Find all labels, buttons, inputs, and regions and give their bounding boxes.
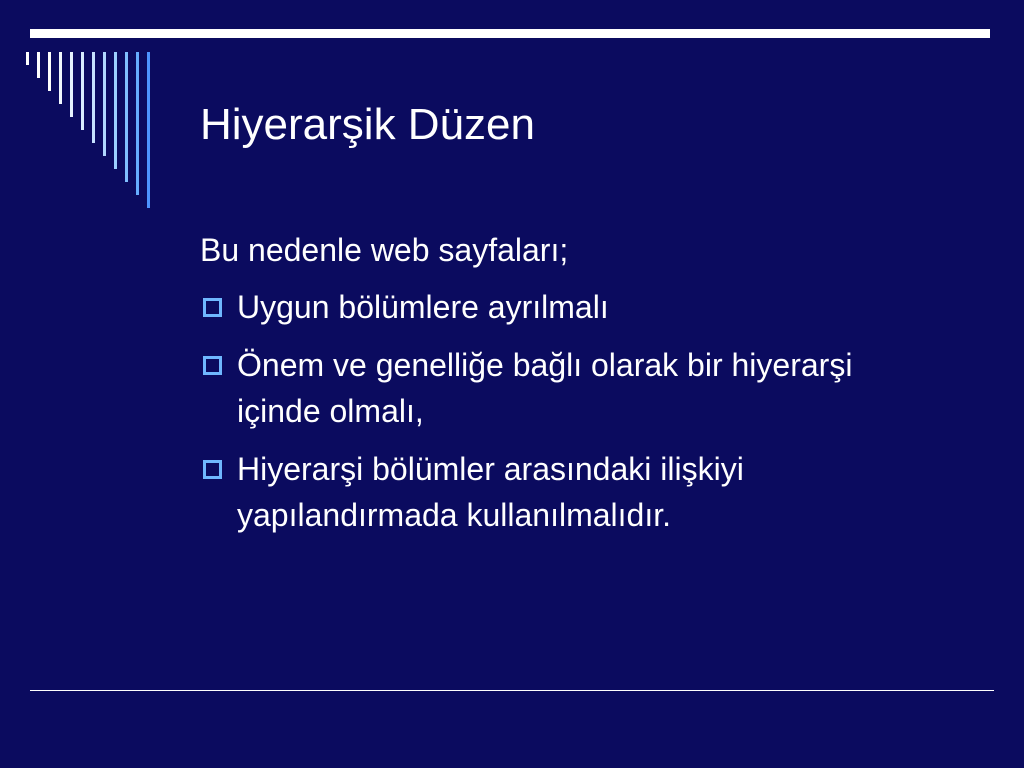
hollow-square-bullet-icon [203,298,222,317]
slide-body [200,230,920,550]
bullet-item [200,342,920,434]
hollow-square-bullet-icon [203,460,222,479]
slide-title: Hiyerarşik Düzen [200,100,535,149]
hollow-square-bullet-icon [203,356,222,375]
bottom-rule [30,690,994,691]
decorative-stripes [0,0,180,220]
bullet-text: Hiyerarşi bölümler arasındaki ilişkiyi yapılandırmada kullanılmalıdır. [237,451,744,533]
bullet-item [200,284,920,330]
bullet-list [200,284,920,538]
bullet-text: Önem ve genelliğe bağlı olarak bir hiyerarşi içinde olmalı, [237,347,853,429]
intro-text: Bu nedenle web sayfaları; [200,232,569,268]
bullet-item [200,446,920,538]
bullet-text: Uygun bölümlere ayrılmalı [237,289,609,325]
